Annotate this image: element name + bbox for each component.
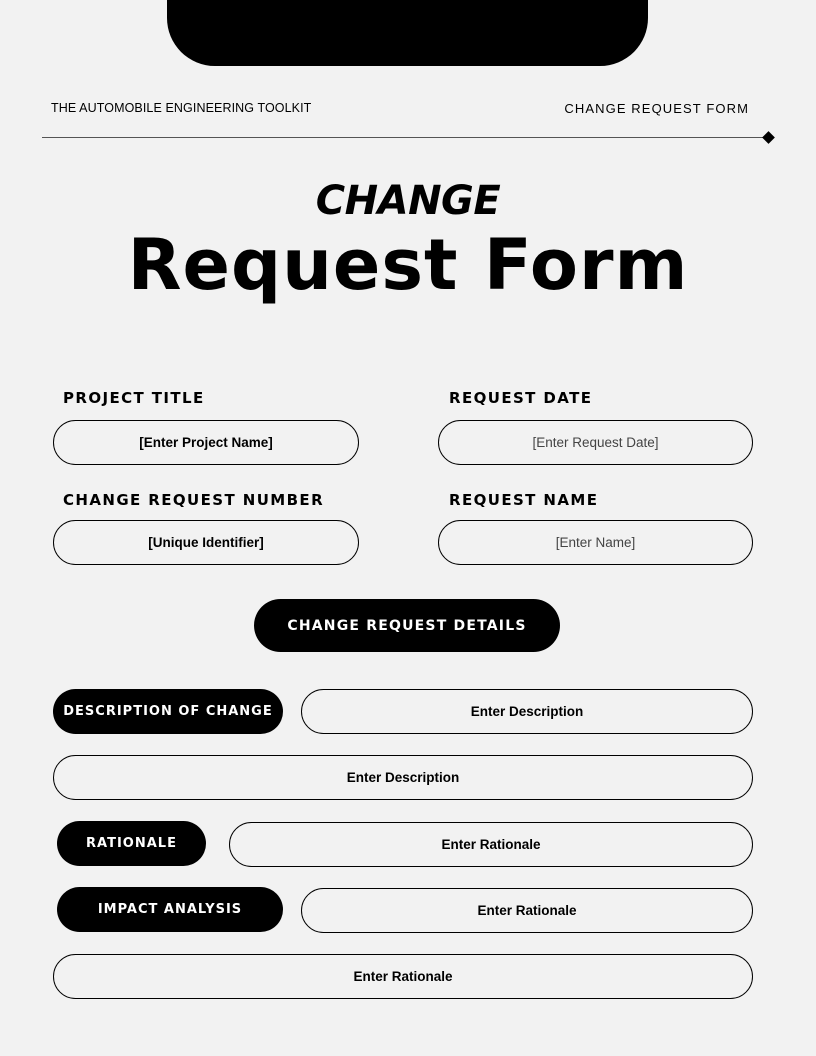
impact-analysis-field[interactable]: Enter Rationale <box>301 888 753 933</box>
rationale-field[interactable]: Enter Rationale <box>229 822 753 867</box>
change-request-number-field[interactable]: [Unique Identifier] <box>53 520 359 565</box>
description-field-wide[interactable]: Enter Description <box>53 755 753 800</box>
change-request-details-heading: CHANGE REQUEST DETAILS <box>254 599 560 652</box>
rationale-label: RATIONALE <box>57 821 206 866</box>
change-request-number-label: CHANGE REQUEST NUMBER <box>63 491 325 509</box>
toolkit-name: THE AUTOMOBILE ENGINEERING TOOLKIT <box>51 101 312 115</box>
diamond-icon <box>762 131 775 144</box>
request-name-label: REQUEST NAME <box>449 491 599 509</box>
project-title-field[interactable]: [Enter Project Name] <box>53 420 359 465</box>
header-decorative-shape <box>167 0 648 66</box>
title-line-1: CHANGE <box>315 178 501 224</box>
impact-analysis-label: IMPACT ANALYSIS <box>57 887 283 932</box>
request-name-field[interactable]: [Enter Name] <box>438 520 753 565</box>
form-name: CHANGE REQUEST FORM <box>564 101 749 116</box>
page-title: Request Form <box>127 224 689 306</box>
description-of-change-label: DESCRIPTION OF CHANGE <box>53 689 283 734</box>
request-date-field[interactable]: [Enter Request Date] <box>438 420 753 465</box>
description-field[interactable]: Enter Description <box>301 689 753 734</box>
header-divider <box>42 137 766 138</box>
project-title-label: PROJECT TITLE <box>63 389 205 407</box>
impact-analysis-field-wide[interactable]: Enter Rationale <box>53 954 753 999</box>
request-date-label: REQUEST DATE <box>449 389 593 407</box>
